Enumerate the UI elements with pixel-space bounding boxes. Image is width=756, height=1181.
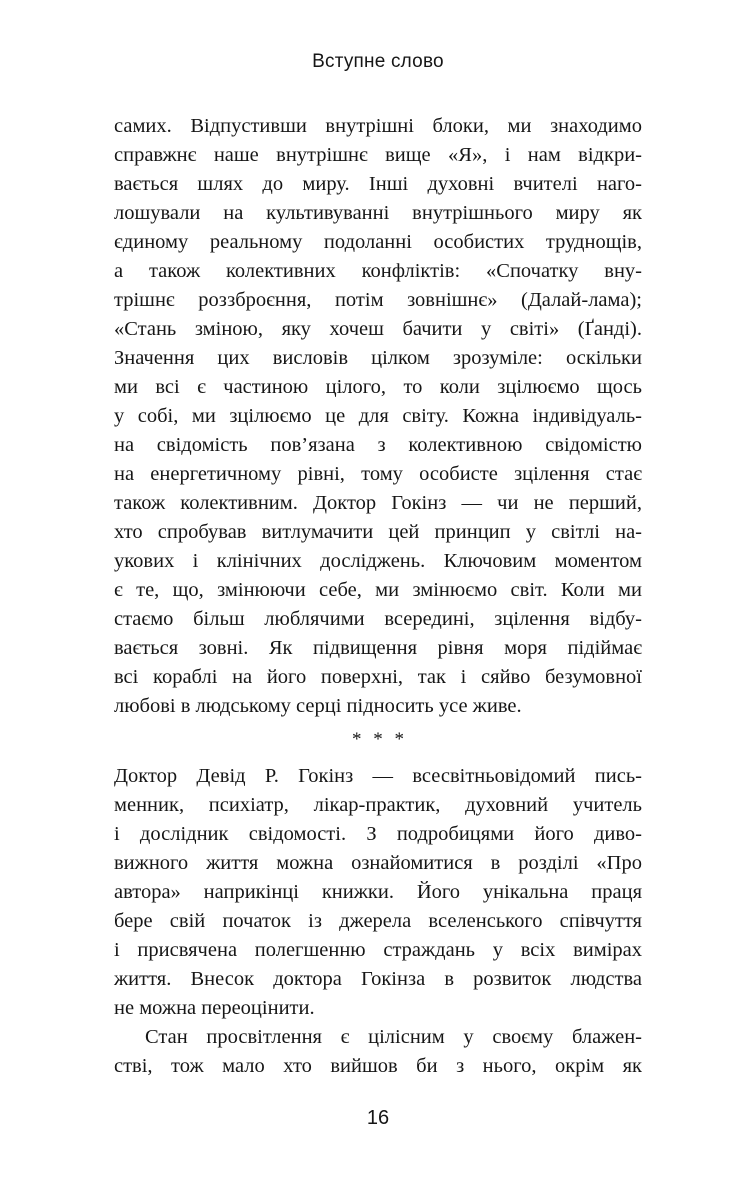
text-line: Стан просвітлення є цілісним у своєму блажен- [145, 1026, 642, 1048]
text-line: «Стань зміною, яку хочеш бачити у світі» (Ґанді). [114, 318, 642, 340]
text-line: і присвячена полегшенню страждань у всіх вимірах [114, 939, 642, 961]
asterisk-separator: * * * [352, 729, 404, 750]
text-line: автора» наприкінці книжки. Його унікальна праця [114, 881, 642, 903]
text-line: також колективним. Доктор Гокінз — чи не перший, [114, 492, 642, 514]
text-line: самих. Відпустивши внутрішні блоки, ми знаходимо [114, 115, 642, 137]
text-line: трішнє роззброєння, потім зовнішнє» (Далай-лама); [114, 289, 642, 311]
text-line: любові в людському серці підносить усе живе. [114, 695, 522, 717]
body-text [114, 112, 642, 1081]
text-line: укових і клінічних досліджень. Ключовим моментом [114, 550, 642, 572]
text-line: Значення цих висловів цілком зрозуміле: оскільки [114, 347, 642, 369]
text-line: Доктор Девід Р. Гокінз — всесвітньовідомий пись- [114, 765, 642, 787]
text-line: бере свій початок із джерела вселенського співчуття [114, 910, 642, 932]
text-line: всі кораблі на його поверхні, так і сяйво безумовної [114, 666, 642, 688]
text-line: ми всі є частиною цілого, то коли зцілюємо щось [114, 376, 642, 398]
text-line: і дослідник свідомості. З подробицями його диво- [114, 823, 642, 845]
text-line: справжнє наше внутрішнє вище «Я», і нам відкри- [114, 144, 642, 166]
paragraph-3 [114, 1023, 642, 1081]
text-line: вається шлях до миру. Інші духовні вчителі наго- [114, 173, 642, 195]
text-line: вижного життя можна ознайомитися в розділі «Про [114, 852, 642, 874]
text-line: не можна переоцінити. [114, 997, 315, 1019]
text-line: у собі, ми зцілюємо це для світу. Кожна індивідуаль- [114, 405, 642, 427]
text-line: є те, що, змінюючи себе, ми змінюємо світ. Коли ми [114, 579, 642, 601]
page-number: 16 [366, 1107, 390, 1129]
paragraph-2 [114, 762, 642, 1023]
text-line: лошували на культивуванні внутрішнього миру як [114, 202, 642, 224]
text-line: а також колективних конфліктів: «Спочатку вну- [114, 260, 642, 282]
text-line: вається зовні. Як підвищення рівня моря підіймає [114, 637, 642, 659]
text-line: життя. Внесок доктора Гокінза в розвиток людства [114, 968, 642, 990]
paragraph-1 [114, 112, 642, 721]
text-line: менник, психіатр, лікар-практик, духовний учитель [114, 794, 642, 816]
text-line: стаємо більш люблячими всередині, зцілення відбу- [114, 608, 642, 630]
text-line: стві, тож мало хто вийшов би з нього, окрім як [114, 1055, 642, 1077]
text-line: на свідомість пов’язана з колективною свідомістю [114, 434, 642, 456]
text-line: єдиному реальному подоланні особистих труднощів, [114, 231, 642, 253]
text-line: хто спробував витлумачити цей принцип у світлі на- [114, 521, 642, 543]
chapter-running-head: Вступне слово [312, 51, 444, 72]
text-line: на енергетичному рівні, тому особисте зцілення стає [114, 463, 642, 485]
